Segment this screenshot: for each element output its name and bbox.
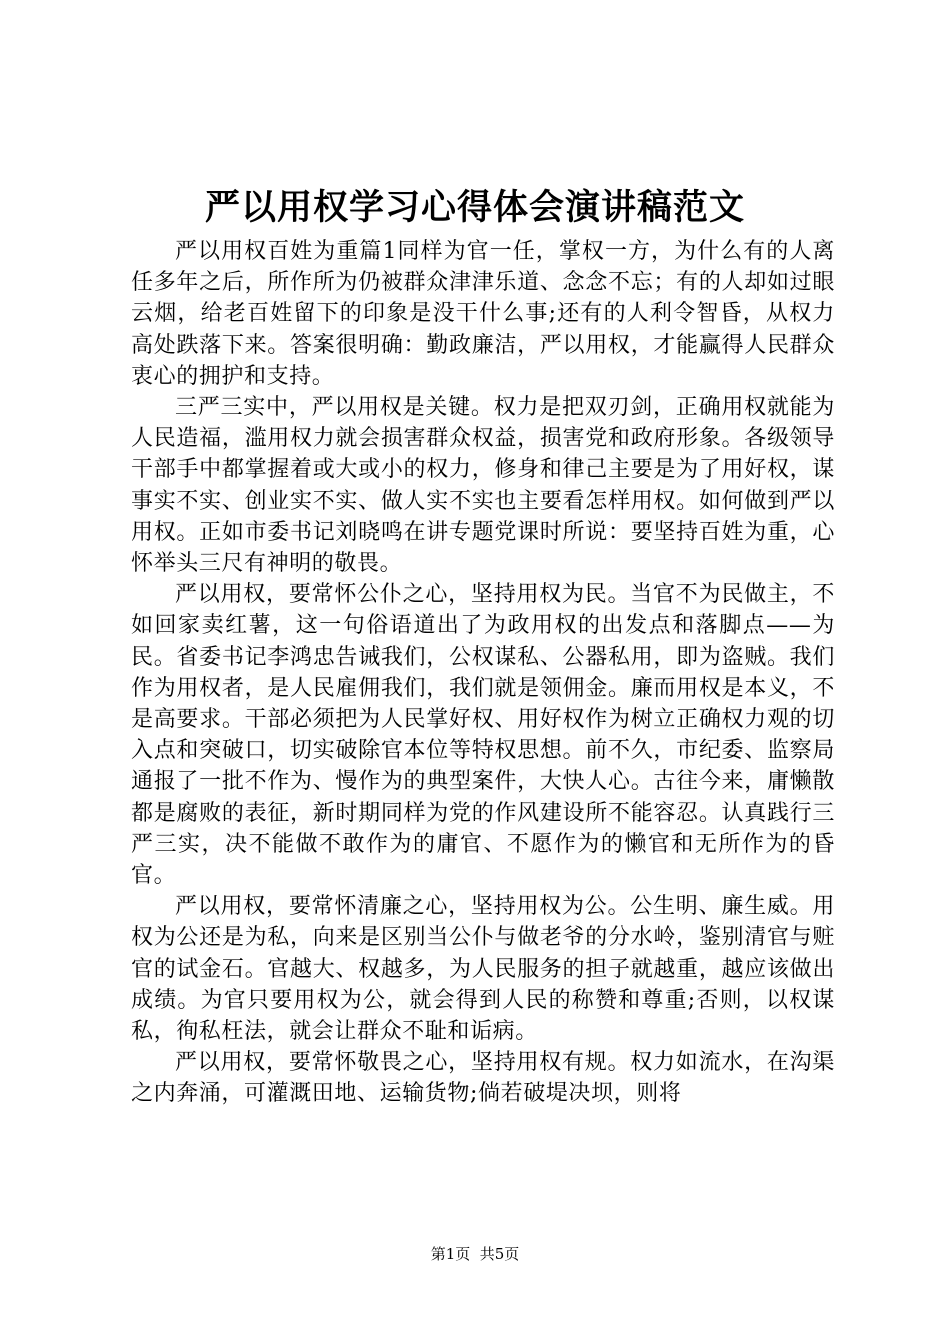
paragraph-4: 严以用权，要常怀清廉之心，坚持用权为公。公生明、廉生威。用权为公还是为私，向来是区别当公仆与做老爷的分水岭，鉴别清官与赃官的试金石。官越大、权越多，为人民服务的担子就越重，越应该做出成绩。为官只要用权为公，就会得到人民的称赞和尊重;否则，以权谋私，徇私枉法，就会让群众不耻和诟病。 [131,894,835,1045]
document-body [131,236,835,1110]
paragraph-2: 三严三实中，严以用权是关键。权力是把双刃剑，正确用权就能为人民造福，滥用权力就会损害群众权益，损害党和政府形象。各级领导干部手中都掌握着或大或小的权力，修身和律己主要是为了用好权，谋事实不实、创业实不实、做人实不实也主要看怎样用权。如何做到严以用权。正如市委书记刘晓鸣在讲专题党课时所说：要坚持百姓为重，心怀举头三尺有神明的敬畏。 [131,395,835,577]
paragraph-1: 严以用权百姓为重篇1同样为官一任，掌权一方，为什么有的人离任多年之后，所作所为仍被群众津津乐道、念念不忘；有的人却如过眼云烟，给老百姓留下的印象是没干什么事;还有的人利令智昏，从权力高处跌落下来。答案很明确：勤政廉洁，严以用权，才能赢得人民群众衷心的拥护和支持。 [131,239,835,389]
document-title: 严以用权学习心得体会演讲稿范文 [204,187,745,228]
page-number-label: 第1页 共5页 [430,1245,520,1263]
paragraph-3: 严以用权，要常怀公仆之心，坚持用权为民。当官不为民做主，不如回家卖红薯，这一句俗语道出了为政用权的出发点和落脚点——为民。省委书记李鸿忠告诫我们，公权谋私、公器私用，即为盗贼。我们作为用权者，是人民雇佣我们，我们就是领佣金。廉而用权是本义，不是高要求。干部必须把为人民掌好权、用好权作为树立正确权力观的切入点和突破口，切实破除官本位等特权思想。前不久，市纪委、监察局通报了一批不作为、慢作为的典型案件，大快人心。古往今来，庸懒散都是腐败的表征，新时期同样为党的作风建设所不能容忍。认真践行三严三实，决不能做不敢作为的庸官、不愿作为的懒官和无所作为的昏官。 [131,582,835,889]
page-footer [0,1244,950,1264]
paragraph-5: 严以用权，要常怀敬畏之心，坚持用权有规。权力如流水，在沟渠之内奔涌，可灌溉田地、运输货物;倘若破堤决坝，则将 [131,1050,835,1107]
